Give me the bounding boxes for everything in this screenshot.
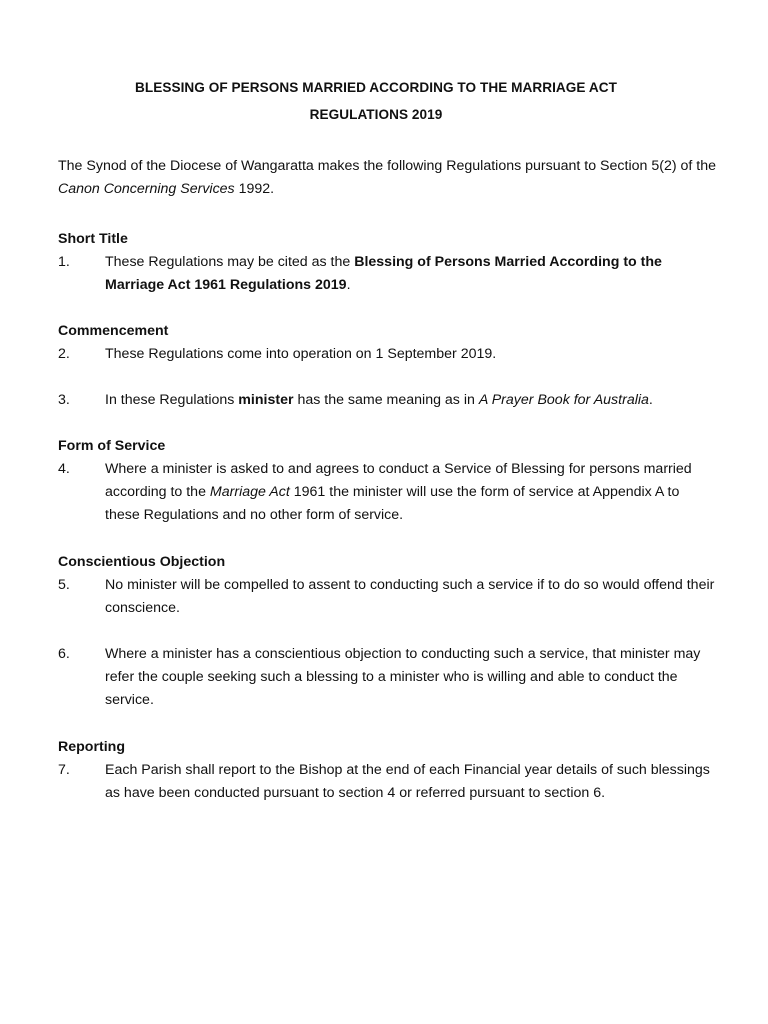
clause-6	[58, 643, 718, 712]
clause-6-number: 6.	[58, 646, 70, 662]
clause-3-pre: In these Regulations	[105, 392, 239, 408]
clause-2-text: These Regulations come into operation on 1 September 2019.	[105, 346, 497, 362]
clause-7	[58, 759, 718, 805]
intro-text-1: The Synod of the Diocese of Wangaratta makes the following Regulations pursuant to Section 5(2) of the	[58, 158, 716, 174]
intro-canon-title: Canon Concerning Services	[58, 181, 235, 197]
clause-7-text: Each Parish shall report to the Bishop at the end of each Financial year details of such blessings as have been conducted pursuant to section 4 or referred pursuant to section 6.	[105, 762, 710, 801]
clause-1-post: .	[346, 277, 351, 293]
intro-text-2: 1992.	[234, 181, 275, 197]
heading-commencement: Commencement	[58, 323, 169, 339]
heading-reporting: Reporting	[58, 739, 125, 755]
clause-5-number: 5.	[58, 577, 70, 593]
clause-5	[58, 574, 718, 620]
clause-1-number: 1.	[58, 254, 70, 270]
clause-4-pre: Where a minister is asked to and agrees to conduct a Service of Blessing for persons married according to the	[105, 461, 692, 500]
clause-1-regulation-name: Blessing of Persons Married According to the Marriage Act 1961 Regulations 2019	[105, 254, 662, 293]
clause-3	[58, 389, 718, 412]
document-title-line-1: BLESSING OF PERSONS MARRIED ACCORDING TO THE MARRIAGE ACT	[135, 80, 617, 95]
clause-3-defined-term: minister	[238, 392, 294, 408]
clause-1	[58, 251, 718, 297]
heading-form-of-service: Form of Service	[58, 438, 166, 454]
clause-3-number: 3.	[58, 392, 70, 408]
clause-7-number: 7.	[58, 762, 70, 778]
clause-1-pre: These Regulations may be cited as the	[105, 254, 355, 270]
clause-6-text: Where a minister has a conscientious objection to conducting such a service, that minister may refer the couple seeking such a blessing to a minister who is willing and able to conduct the service.	[105, 646, 701, 708]
clause-4-act-title: Marriage Act	[209, 484, 290, 500]
clause-1-text	[105, 251, 718, 297]
document-title-line-2: REGULATIONS 2019	[309, 107, 443, 122]
clause-4-post: 1961 the minister will use the form of service at Appendix A to these Regulations and no other form of service.	[105, 484, 680, 523]
clause-4	[58, 458, 718, 527]
heading-short-title: Short Title	[58, 231, 128, 247]
clause-2-number: 2.	[58, 346, 70, 362]
clause-3-book-title: A Prayer Book for Australia	[478, 392, 649, 408]
clause-3-text	[105, 389, 718, 412]
clause-5-text: No minister will be compelled to assent to conducting such a service if to do so would offend their conscience.	[105, 577, 715, 616]
clause-3-mid: has the same meaning as in	[293, 392, 479, 408]
clause-4-text	[105, 458, 718, 527]
intro-paragraph	[58, 155, 718, 201]
heading-conscientious-objection: Conscientious Objection	[58, 554, 226, 570]
clause-2	[58, 343, 718, 366]
clause-3-post: .	[648, 392, 653, 408]
clause-4-number: 4.	[58, 461, 70, 477]
